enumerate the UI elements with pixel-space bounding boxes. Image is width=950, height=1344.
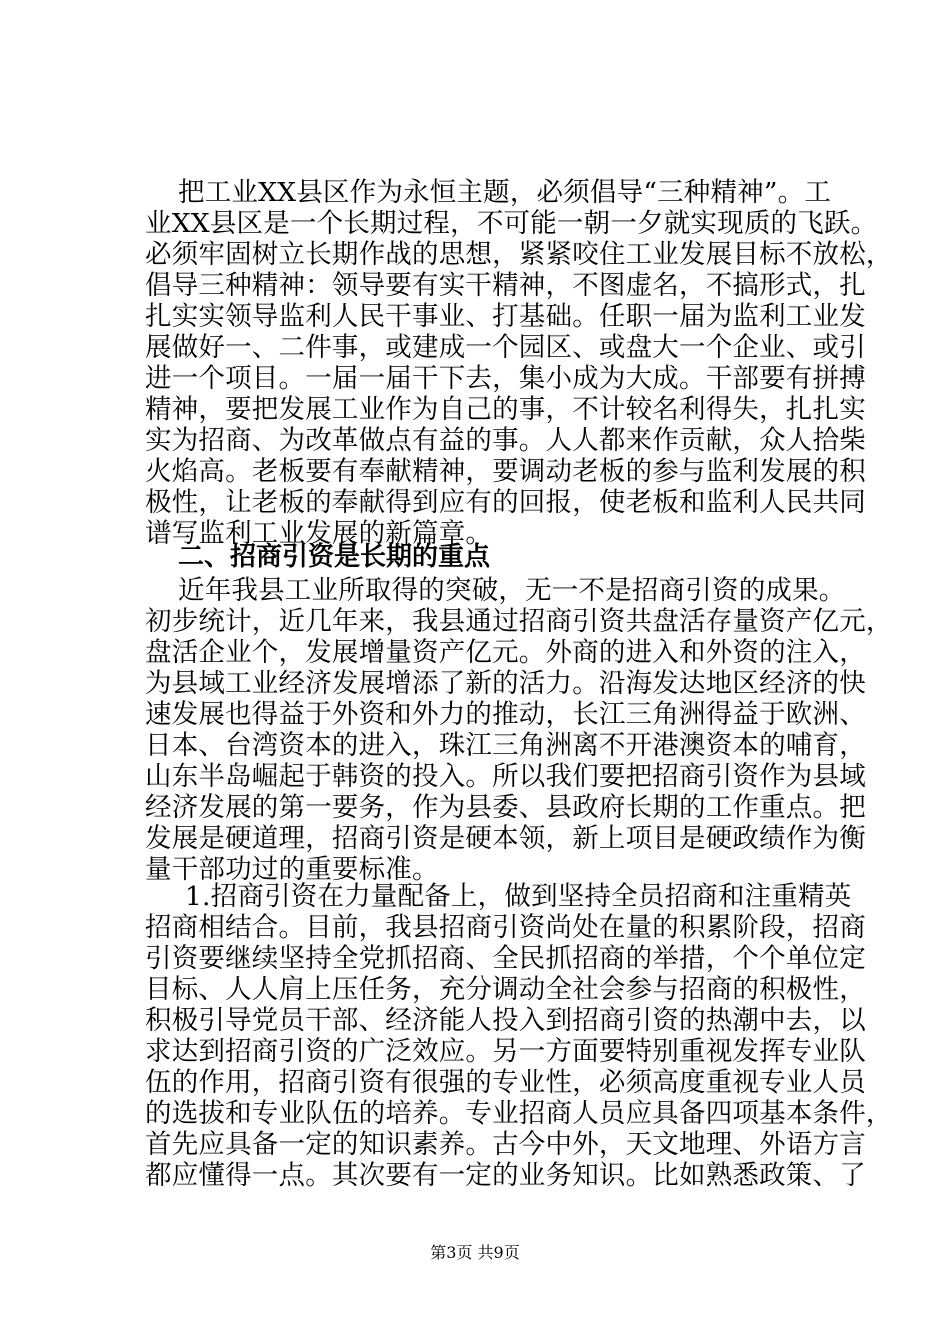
- paragraph-2-line: 为县域工业经济发展增添了新的活力。沿海发达地区经济的快: [145, 668, 866, 699]
- paragraph-2-line: 速发展也得益于外资和外力的推动，长江三角洲得益于欧洲、: [145, 699, 866, 730]
- paragraph-3-line: 首先应具备一定的知识素养。古今中外，天文地理、外语方言: [145, 1129, 866, 1160]
- section-heading: 二、招商引资是长期的重点: [178, 542, 491, 572]
- paragraph-1-line: 精神，要把发展工业作为自己的事，不计较名利得失，扎扎实: [145, 394, 866, 425]
- paragraph-2-line: 发展是硬道理，招商引资是硬本领，新上项目是硬政绩作为衡: [145, 823, 866, 854]
- paragraph-1-line: 把工业XX县区作为永恒主题，必须倡导“三种精神”。工: [178, 177, 832, 208]
- paragraph-1-line: 业XX县区是一个长期过程，不可能一朝一夕就实现质的飞跃。: [145, 208, 878, 239]
- paragraph-3-line: 1.招商引资在力量配备上，做到坚持全员招商和注重精英: [185, 881, 852, 912]
- paragraph-2-line: 盘活企业个，发展增量资产亿元。外商的进入和外资的注入，: [145, 637, 866, 668]
- page-number-footer: 第3页 共9页: [430, 1243, 520, 1262]
- paragraph-2-line: 初步统计，近几年来，我县通过招商引资共盘活存量资产亿元，: [145, 606, 893, 637]
- paragraph-3-line: 积极引导党员干部、经济能人投入到招商引资的热潮中去，以: [145, 1005, 866, 1036]
- paragraph-1-line: 展做好一、二件事，或建成一个园区、或盘大一个企业、或引: [145, 332, 866, 363]
- paragraph-3-line: 求达到招商引资的广泛效应。另一方面要特别重视发挥专业队: [145, 1036, 866, 1067]
- paragraph-1-line: 倡导三种精神：领导要有实干精神，不图虚名，不搞形式，扎: [145, 270, 866, 301]
- paragraph-2-line: 近年我县工业所取得的突破，无一不是招商引资的成果。: [178, 575, 846, 606]
- paragraph-3-line: 引资要继续坚持全党抓招商、全民抓招商的举措，个个单位定: [145, 943, 866, 974]
- paragraph-1-line: 极性，让老板的奉献得到应有的回报，使老板和监利人民共同: [145, 487, 866, 518]
- paragraph-3-line: 的选拔和专业队伍的培养。专业招商人员应具备四项基本条件，: [145, 1098, 893, 1129]
- paragraph-3-line: 都应懂得一点。其次要有一定的业务知识。比如熟悉政策、了: [145, 1160, 866, 1191]
- paragraph-2-line: 日本、台湾资本的进入，珠江三角洲离不开港澳资本的哺育，: [145, 730, 866, 761]
- paragraph-3-line: 伍的作用，招商引资有很强的专业性，必须高度重视专业人员: [145, 1067, 866, 1098]
- paragraph-2-line: 山东半岛崛起于韩资的投入。所以我们要把招商引资作为县域: [145, 761, 866, 792]
- paragraph-1-line: 实为招商、为改革做点有益的事。人人都来作贡献，众人拾柴: [145, 425, 866, 456]
- paragraph-1-line: 进一个项目。一届一届干下去，集小成为大成。干部要有拼搏: [145, 363, 866, 394]
- paragraph-3-line: 目标、人人肩上压任务，充分调动全社会参与招商的积极性，: [145, 974, 866, 1005]
- paragraph-1-line: 火焰高。老板要有奉献精神，要调动老板的参与监利发展的积: [145, 456, 866, 487]
- paragraph-2-line: 经济发展的第一要务，作为县委、县政府长期的工作重点。把: [145, 792, 866, 823]
- paragraph-1-line: 必须牢固树立长期作战的思想，紧紧咬住工业发展目标不放松，: [145, 239, 893, 270]
- paragraph-1-line: 谱写监利工业发展的新篇章。: [145, 518, 493, 549]
- paragraph-2-line: 量干部功过的重要标准。: [145, 854, 439, 885]
- paragraph-1-line: 扎实实领导监利人民干事业、打基础。任职一届为监利工业发: [145, 301, 866, 332]
- paragraph-3-line: 招商相结合。目前，我县招商引资尚处在量的积累阶段，招商: [145, 912, 866, 943]
